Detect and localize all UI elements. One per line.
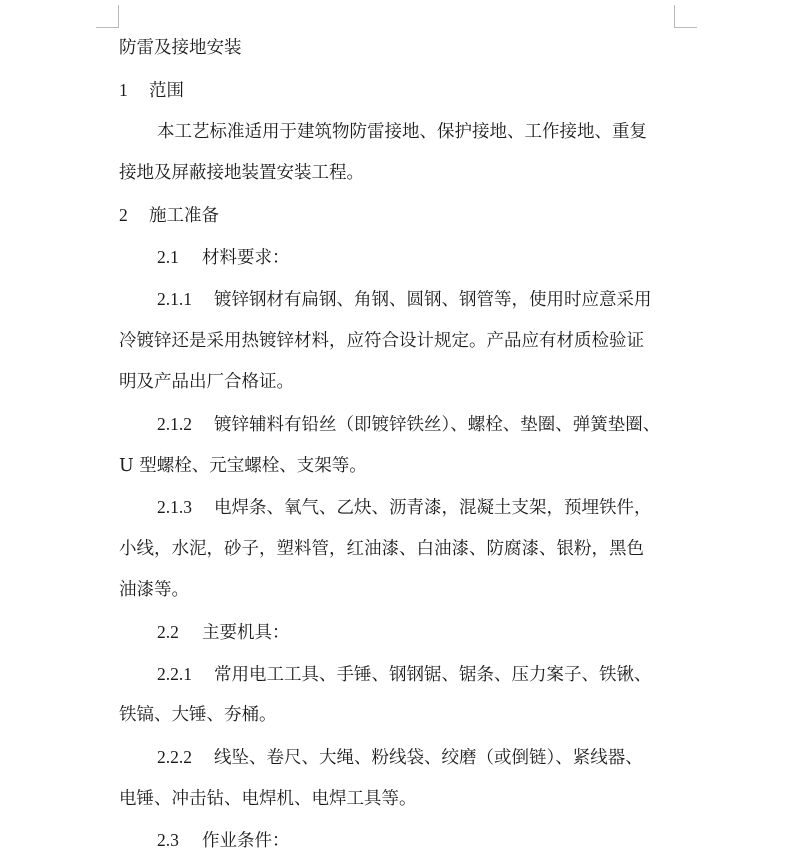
section-number: 2.1 bbox=[157, 247, 179, 267]
section-number: 1 bbox=[119, 80, 128, 100]
paragraph-line: 明及产品出厂合格证。 bbox=[119, 372, 294, 392]
document-title: 防雷及接地安装 bbox=[119, 38, 242, 58]
clause-text: 常用电工工具、手锤、钢钢锯、锯条、压力案子、铁锹、 bbox=[214, 665, 652, 685]
paragraph-line: 电锤、冲击钻、电焊机、电焊工具等。 bbox=[119, 789, 417, 809]
clause-text: 电焊条、氧气、乙炔、沥青漆，混凝土支架，预埋铁件， bbox=[214, 498, 652, 518]
section-number: 2 bbox=[119, 205, 128, 225]
section-number: 2.3 bbox=[157, 830, 179, 850]
section-title: 材料要求： bbox=[202, 248, 290, 268]
section-heading-1 bbox=[119, 78, 679, 102]
clause-number: 2.1.2 bbox=[157, 414, 192, 434]
clause-2-2-2 bbox=[157, 745, 717, 769]
subsection-heading-2-2 bbox=[157, 620, 717, 644]
section-number: 2.2 bbox=[157, 622, 179, 642]
clause-text: 线坠、卷尺、大绳、粉线袋、绞磨（或倒链）、紧线器、 bbox=[214, 748, 643, 768]
paragraph-line: 油漆等。 bbox=[119, 580, 189, 600]
crop-mark-top-left bbox=[96, 5, 119, 28]
clause-2-1-1 bbox=[157, 287, 717, 311]
section-heading-2 bbox=[119, 203, 679, 227]
paragraph-line: 铁镐、大锤、夯桶。 bbox=[119, 705, 277, 725]
paragraph-line: U 型螺栓、元宝螺栓、支架等。 bbox=[119, 456, 367, 476]
clause-number: 2.2.2 bbox=[157, 747, 192, 767]
section-title: 主要机具： bbox=[202, 623, 290, 643]
subsection-heading-2-1 bbox=[157, 245, 717, 269]
clause-number: 2.1.1 bbox=[157, 289, 192, 309]
clause-number: 2.2.1 bbox=[157, 664, 192, 684]
section-title: 作业条件： bbox=[202, 831, 290, 851]
clause-text: 镀锌钢材有扁钢、角钢、圆钢、钢管等，使用时应意采用 bbox=[214, 290, 652, 310]
clause-2-1-2 bbox=[157, 412, 717, 436]
section-title: 施工准备 bbox=[149, 206, 219, 226]
paragraph-line: 本工艺标准适用于建筑物防雷接地、保护接地、工作接地、重复 bbox=[157, 122, 647, 142]
clause-text: 镀锌辅料有铅丝（即镀锌铁丝）、螺栓、垫圈、弹簧垫圈、 bbox=[214, 415, 661, 435]
section-title: 范围 bbox=[149, 81, 184, 101]
paragraph-line: 冷镀锌还是采用热镀锌材料，应符合设计规定。产品应有材质检验证 bbox=[119, 331, 644, 351]
paragraph-line: 小线，水泥，砂子，塑料管，红油漆、白油漆、防腐漆、银粉，黑色 bbox=[119, 539, 644, 559]
clause-2-1-3 bbox=[157, 495, 717, 519]
subsection-heading-2-3 bbox=[157, 828, 717, 852]
clause-number: 2.1.3 bbox=[157, 497, 192, 517]
crop-mark-top-right bbox=[674, 5, 697, 28]
clause-2-2-1 bbox=[157, 662, 717, 686]
paragraph-line: 接地及屏蔽接地装置安装工程。 bbox=[119, 163, 364, 183]
